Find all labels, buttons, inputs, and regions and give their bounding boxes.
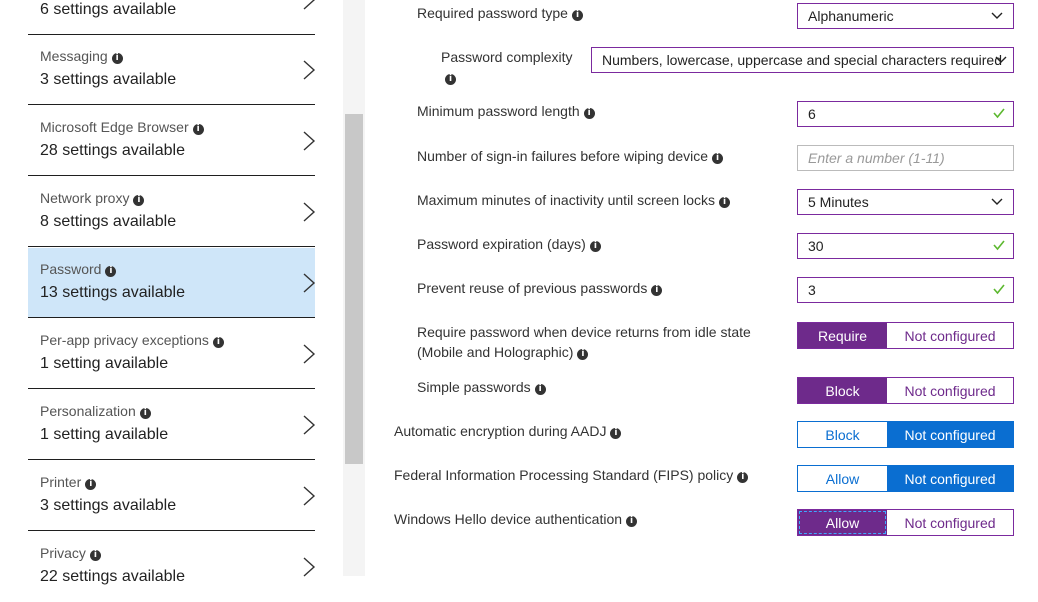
category-subtitle: 6 settings available — [40, 1, 177, 18]
setting-label: Automatic encryption during AADJ i — [394, 421, 621, 442]
category-subtitle: 8 settings available — [40, 213, 177, 230]
chevron-right-icon — [301, 414, 317, 436]
category-title: Microsoft Edge Browser — [40, 119, 189, 135]
info-icon[interactable]: i — [712, 153, 723, 164]
not-configured-option[interactable]: Not configured — [887, 466, 1013, 491]
chevron-down-icon — [991, 12, 1003, 20]
category-title: Privacy — [40, 545, 86, 561]
info-icon[interactable]: i — [133, 195, 144, 206]
info-icon[interactable]: i — [85, 479, 96, 490]
category-title: Printer — [40, 474, 82, 490]
category-item[interactable] — [28, 0, 315, 35]
category-subtitle: 28 settings available — [40, 142, 185, 159]
setting-label: Federal Information Processing Standard (FIPS) policy i — [394, 465, 748, 486]
category-item-printer[interactable] — [28, 461, 315, 531]
info-icon[interactable]: i — [626, 516, 637, 527]
checkmark-icon — [993, 283, 1005, 295]
category-item-network-proxy[interactable] — [28, 177, 315, 247]
category-subtitle: 13 settings available — [40, 284, 185, 301]
chevron-down-icon — [991, 198, 1003, 206]
allow-option[interactable]: Allow — [798, 466, 887, 491]
password-complexity-dropdown[interactable]: Numbers, lowercase, uppercase and special characters required — [591, 47, 1014, 73]
info-icon[interactable]: i — [213, 337, 224, 348]
chevron-right-icon — [301, 130, 317, 152]
category-title: Network proxy — [40, 190, 130, 206]
setting-label: Simple passwords i — [417, 377, 546, 398]
category-subtitle: 22 settings available — [40, 568, 185, 585]
max-inactivity-dropdown[interactable]: 5 Minutes — [797, 189, 1014, 215]
info-icon[interactable]: i — [535, 384, 546, 395]
setting-label: Require password when device returns from idle state (Mobile and Holographic) i — [417, 324, 751, 360]
chevron-right-icon — [301, 272, 317, 294]
info-icon[interactable]: i — [737, 472, 748, 483]
prevent-reuse-input[interactable]: 3 — [797, 277, 1014, 303]
category-subtitle: 1 setting available — [40, 426, 169, 443]
setting-label: Prevent reuse of previous passwords i — [417, 278, 662, 299]
info-icon[interactable]: i — [584, 108, 595, 119]
settings-category-list — [0, 0, 343, 585]
chevron-right-icon — [301, 343, 317, 365]
checkmark-icon — [993, 239, 1005, 251]
category-item-messaging[interactable] — [28, 35, 315, 105]
setting-label: Password complexity i — [441, 49, 573, 84]
info-icon[interactable]: i — [590, 241, 601, 252]
info-icon[interactable]: i — [105, 266, 116, 277]
info-icon[interactable]: i — [610, 428, 621, 439]
info-icon[interactable]: i — [193, 124, 204, 135]
chevron-right-icon — [301, 0, 317, 11]
setting-label: Number of sign-in failures before wiping device i — [417, 146, 723, 167]
not-configured-option[interactable]: Not configured — [887, 378, 1013, 403]
fips-policy-toggle — [797, 465, 1014, 492]
info-icon[interactable]: i — [577, 349, 588, 360]
not-configured-option[interactable]: Not configured — [887, 422, 1013, 447]
require-password-idle-toggle — [797, 322, 1014, 349]
not-configured-option[interactable]: Not configured — [887, 323, 1013, 348]
category-item-password[interactable] — [28, 248, 315, 318]
info-icon[interactable]: i — [90, 550, 101, 561]
block-option[interactable]: Block — [798, 422, 887, 447]
sign-in-failures-input[interactable]: Enter a number (1-11) — [797, 145, 1014, 171]
category-title: Password — [40, 261, 102, 277]
chevron-right-icon — [301, 59, 317, 81]
info-icon[interactable]: i — [572, 10, 583, 21]
chevron-right-icon — [301, 201, 317, 223]
scrollbar-track[interactable] — [343, 0, 365, 576]
block-option[interactable]: Block — [798, 378, 887, 403]
info-icon[interactable]: i — [651, 285, 662, 296]
chevron-right-icon — [301, 485, 317, 507]
allow-option[interactable]: Allow — [798, 510, 887, 535]
password-expiration-input[interactable]: 30 — [797, 233, 1014, 259]
checkmark-icon — [993, 107, 1005, 119]
category-title: Personalization — [40, 403, 136, 419]
setting-label: Minimum password length i — [417, 101, 595, 122]
category-subtitle: 3 settings available — [40, 71, 177, 88]
chevron-down-icon — [995, 56, 1007, 64]
category-subtitle: 1 setting available — [40, 355, 169, 372]
required-password-type-dropdown[interactable]: Alphanumeric — [797, 3, 1014, 29]
scrollbar-thumb[interactable] — [345, 114, 363, 464]
category-item-personalization[interactable] — [28, 390, 315, 460]
info-icon[interactable]: i — [445, 74, 456, 85]
category-title: Messaging — [40, 48, 108, 64]
category-item-per-app-privacy[interactable] — [28, 319, 315, 389]
category-subtitle: 3 settings available — [40, 497, 177, 514]
setting-label: Maximum minutes of inactivity until screen locks i — [417, 190, 730, 211]
category-item-privacy[interactable] — [28, 532, 315, 602]
require-option[interactable]: Require — [798, 323, 887, 348]
info-icon[interactable]: i — [112, 53, 123, 64]
windows-hello-toggle — [797, 509, 1014, 536]
auto-encryption-toggle — [797, 421, 1014, 448]
category-title: Per-app privacy exceptions — [40, 332, 209, 348]
info-icon[interactable]: i — [719, 197, 730, 208]
min-password-length-input[interactable]: 6 — [797, 101, 1014, 127]
not-configured-option[interactable]: Not configured — [887, 510, 1013, 535]
setting-label: Password expiration (days) i — [417, 234, 601, 255]
setting-label: Windows Hello device authentication i — [394, 509, 637, 530]
category-item-edge-browser[interactable] — [28, 106, 315, 176]
simple-passwords-toggle — [797, 377, 1014, 404]
chevron-right-icon — [301, 556, 317, 578]
setting-label: Required password type i — [417, 3, 583, 24]
info-icon[interactable]: i — [140, 408, 151, 419]
